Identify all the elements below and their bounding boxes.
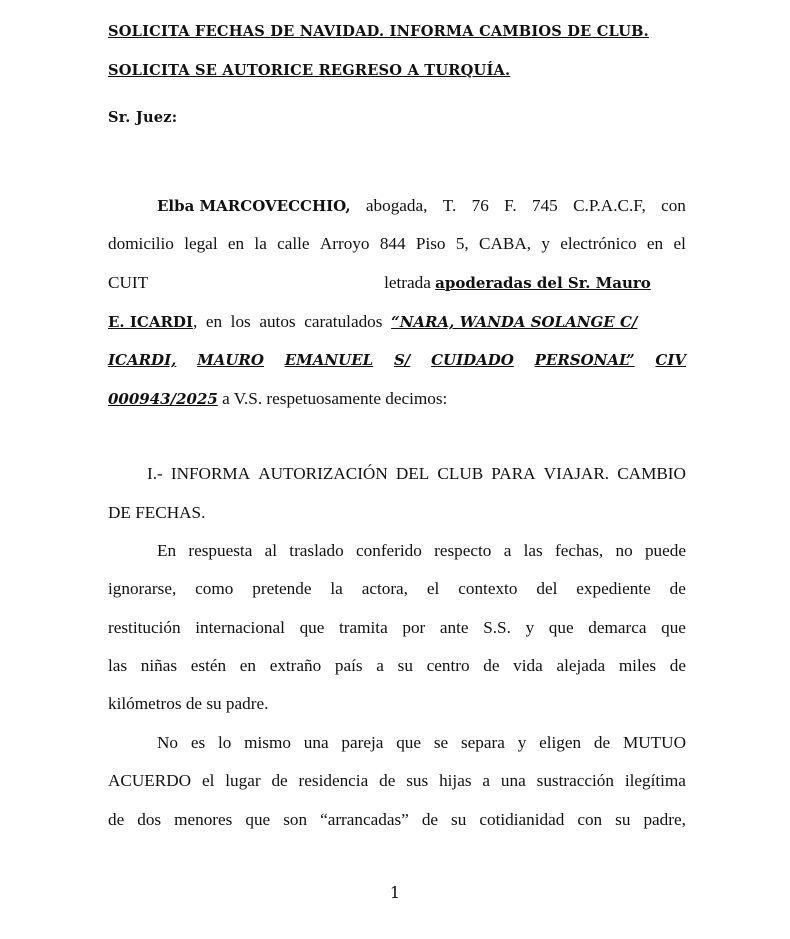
word: de (421, 810, 439, 829)
word: CLUB (437, 464, 484, 483)
word: F. (504, 196, 517, 215)
word: mismo (244, 733, 291, 752)
author-name: Elba MARCOVECCHIO, (157, 197, 351, 215)
paragraph-1-line-2 (108, 577, 686, 601)
word: PERSONAL” (534, 351, 635, 369)
word: su (615, 810, 631, 829)
word: S/ (393, 351, 411, 369)
paragraph-2-line-1 (157, 731, 686, 755)
section-1-title-line-2: DE FECHAS. (108, 503, 206, 522)
word: ACUERDO (108, 771, 192, 790)
word: tramita (339, 618, 388, 637)
word: la (254, 234, 267, 253)
word: niñas (140, 656, 178, 675)
client-name: E. ICARDI (108, 313, 193, 331)
word: y (517, 733, 527, 752)
heading-line-1: SOLICITA FECHAS DE NAVIDAD. INFORMA CAMBIOS DE CLUB. (108, 23, 649, 40)
word: AUTORIZACIÓN (258, 464, 388, 483)
word: de (108, 810, 125, 829)
word: ilegítima (624, 771, 686, 790)
word: pretende (252, 579, 312, 598)
word: dos (137, 810, 162, 829)
word: una (500, 771, 526, 790)
word: abogada, (365, 196, 428, 215)
word: legal (184, 234, 218, 253)
word: Arroyo (319, 234, 370, 253)
apoderadas-text: apoderadas del Sr. Mauro (435, 274, 651, 292)
word: el (201, 771, 215, 790)
word: que (299, 618, 325, 637)
word: domicilio (108, 234, 174, 253)
word: de (271, 771, 288, 790)
word: que (396, 733, 422, 752)
word: en (239, 656, 256, 675)
word: padre, (643, 810, 686, 829)
word: la (330, 579, 343, 598)
intro-line-1 (157, 194, 686, 218)
word: DEL (395, 464, 430, 483)
word: 5, (455, 234, 469, 253)
word: MAURO (197, 351, 264, 369)
word: como (195, 579, 234, 598)
page-number: 1 (389, 883, 401, 902)
word: CAMBIO (617, 464, 686, 483)
word: el (426, 579, 440, 598)
word: 745 (531, 196, 558, 215)
word: INFORMA (170, 464, 251, 483)
word: son (283, 810, 308, 829)
word: del (536, 579, 558, 598)
word: las (523, 541, 543, 560)
word: sustracción (536, 771, 614, 790)
word: ignorarse, (108, 579, 177, 598)
word: “arrancadas” (320, 810, 409, 829)
word: en (227, 234, 245, 253)
word: respuesta (188, 541, 253, 560)
word: que (548, 618, 574, 637)
word: cotidianidad (479, 810, 565, 829)
word: miles (618, 656, 657, 675)
word: CABA, (479, 234, 532, 253)
word: y (525, 618, 535, 637)
word: hijas (439, 771, 472, 790)
word: electrónico (560, 234, 637, 253)
word: una (303, 733, 329, 752)
word: fechas, (554, 541, 604, 560)
word: I.- (147, 464, 163, 483)
paragraph-1-line-5: kilómetros de su padre. (108, 694, 269, 713)
word: las (108, 656, 128, 675)
word: VIAJAR. (543, 464, 610, 483)
word: por (402, 618, 426, 637)
paragraph-1-line-3 (108, 616, 686, 640)
word: estén (190, 656, 227, 675)
word: vida (513, 656, 543, 675)
word: 844 (379, 234, 406, 253)
word: conferido (356, 541, 422, 560)
word: al (264, 541, 278, 560)
word: expediente (576, 579, 651, 598)
word: se (433, 733, 449, 752)
word: actora, (361, 579, 408, 598)
word: PARA (491, 464, 536, 483)
word: S.S. (483, 618, 511, 637)
intro-line-3 (108, 271, 686, 295)
word: separa (460, 733, 505, 752)
word: EMANUEL (284, 351, 374, 369)
word: menores (174, 810, 233, 829)
word: lugar (225, 771, 261, 790)
word: calle (277, 234, 310, 253)
word: pareja (341, 733, 384, 752)
salutation: Sr. Juez: (108, 109, 178, 126)
word: el (673, 234, 686, 253)
word: contexto (458, 579, 518, 598)
word: C.P.A.C.F, (573, 196, 646, 215)
word: demarca (588, 618, 647, 637)
word: respecto (434, 541, 492, 560)
word: su (397, 656, 413, 675)
word: No (157, 733, 179, 752)
word: de (669, 656, 686, 675)
word: en (646, 234, 664, 253)
word: ICARDI, (108, 351, 177, 369)
intro-line-2 (108, 232, 686, 256)
word: internacional (195, 618, 285, 637)
intro-line-4-words: , en los autos caratulados (192, 312, 383, 331)
word: alejada (556, 656, 606, 675)
word: Piso (415, 234, 446, 253)
word: con (661, 196, 686, 215)
word: T. (442, 196, 457, 215)
word: de (669, 579, 686, 598)
word: de (483, 656, 500, 675)
word: MUTUO (622, 733, 686, 752)
word: lo (217, 733, 232, 752)
word: extraño (269, 656, 322, 675)
word: centro (426, 656, 470, 675)
word: CIV (655, 351, 686, 369)
word: a (503, 541, 512, 560)
word: es (190, 733, 206, 752)
word: En (157, 541, 177, 560)
word: y (541, 234, 550, 253)
intro-line-6 (108, 387, 686, 411)
paragraph-2-line-3 (108, 808, 686, 832)
case-title-part-1: “NARA, WANDA SOLANGE C/ (391, 313, 638, 331)
word: CUIDADO (431, 351, 514, 369)
letrada-text: letrada (384, 273, 431, 292)
word: eligen (539, 733, 582, 752)
heading-line-2: SOLICITA SE AUTORICE REGRESO A TURQUÍA. (108, 62, 511, 79)
word: de (593, 733, 611, 752)
case-title-part-2 (108, 348, 686, 372)
paragraph-1-line-1 (157, 539, 686, 563)
word: ante (439, 618, 469, 637)
cuit-label: CUIT (108, 273, 149, 292)
word: con (577, 810, 603, 829)
word: residencia (298, 771, 369, 790)
word: restitución (108, 618, 181, 637)
word: a (376, 656, 384, 675)
word: de (379, 771, 396, 790)
word: 76 (471, 196, 489, 215)
word: que (245, 810, 271, 829)
word: no (615, 541, 633, 560)
word: a (482, 771, 491, 790)
intro-line-4 (108, 310, 686, 334)
word: país (334, 656, 363, 675)
word: que (661, 618, 686, 637)
paragraph-1-line-4 (108, 654, 686, 678)
case-number: 000943/2025 (108, 390, 218, 408)
word: su (451, 810, 467, 829)
intro-line-6-rest: a V.S. respetuosamente decimos: (217, 389, 448, 408)
word: puede (644, 541, 686, 560)
section-1-title-line-1 (147, 462, 686, 486)
word: sus (406, 771, 429, 790)
word: traslado (289, 541, 344, 560)
paragraph-2-line-2 (108, 769, 686, 793)
